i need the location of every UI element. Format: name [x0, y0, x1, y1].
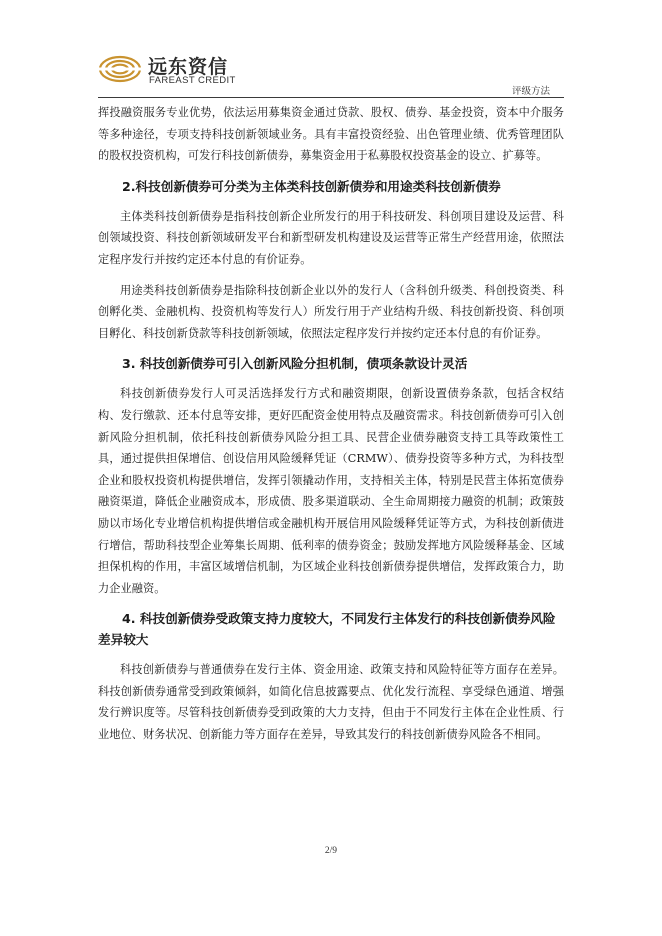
company-logo: [98, 50, 238, 90]
paragraph-continuation: 挥投融资服务专业优势，依法运用募集资金通过贷款、股权、债券、基金投资，资本中介服务等多种途径，专项支持科技创新领域业务。具有丰富投资经验、出色管理业绩、优秀管理团队的股权投资机构，可发行科技创新债券，募集资金用于私募股权投资基金的设立、扩募等。: [98, 106, 564, 163]
document-body: [98, 102, 564, 755]
paragraph-policy-support: 科技创新债券与普通债券在发行主体、资金用途、政策支持和风险特征等方面存在差异。科技创新债券通常受到政策倾斜，如简化信息披露要点、优化发行流程、享受绿色通道、增强发行辨识度等。尽管科技创新债券受到政策的大力支持，但由于不同发行主体在企业性质、行业地位、财务状况、创新能力等方面存在差异，导致其发行的科技创新债券风险各不相同。: [98, 663, 564, 742]
section-heading-4: 4. 科技创新债券受政策支持力度较大，不同发行主体发行的科技创新债券风险差异较大: [98, 611, 556, 648]
header-divider: [98, 97, 564, 98]
page-number: 2/9: [324, 846, 338, 856]
document-category: 评级方法: [511, 86, 550, 97]
paragraph-entity-type: 主体类科技创新债券是指科技创新企业所发行的用于科技研发、科创项目建设及运营、科创领域投资、科技创新领域研发平台和新型研发机构建设及运营等正常生产经营用途，依照法定程序发行并按约定还本付息的有价证券。: [98, 209, 564, 266]
section-heading-2: 2.科技创新债券可分类为主体类科技创新债券和用途类科技创新债券: [122, 178, 501, 194]
paragraph-use-type: 用途类科技创新债券是指除科技创新企业以外的发行人（含科创升级类、科创投资类、科创孵化类、金融机构、投资机构等发行人）所发行用于产业结构升级、科技创新投资、科创项目孵化、科技创新贷款等科技创新领域，依照法定程序发行并按约定还本付息的有价证券。: [98, 283, 564, 340]
paragraph-risk-sharing: 科技创新债券发行人可灵活选择发行方式和融资期限，创新设置债券条款，包括含权结构、发行缴款、还本付息等安排，更好匹配资金使用特点及融资需求。科技创新债券可引入创新风险分担机制，依托科技创新债券风险分担工具、民营企业债券融资支持工具等政策性工具，通过提供担保增信、创设信用风险缓释凭证（CRMW）、债券投资等多种方式，为科技型企业和股权投资机构提供增信，发挥引领撬动作用，支持相关主体，特别是民营主体拓宽债券融资渠道，降低企业融资成本，形成债、股多渠道联动、全生命周期接力融资的机制；政策鼓励以市场化专业增信机构提供增信或金融机构开展信用风险缓释凭证等方式，为科技创新债进行增信，帮助科技型企业筹集长周期、低利率的债券资金；鼓励发挥地方风险缓释基金、区域担保机构的作用，丰富区域增信机制，为区域企业科技创新债券提供增信，发挥政策合力，助力企业融资。: [98, 387, 564, 595]
fareast-logo-icon: [98, 52, 142, 86]
logo-english-name: FAREAST CREDIT: [149, 75, 236, 86]
page-header: [98, 50, 564, 98]
section-heading-3: 3. 科技创新债券可引入创新风险分担机制，债项条款设计灵活: [122, 356, 468, 372]
logo-chinese-name: 远东资信: [148, 56, 229, 78]
